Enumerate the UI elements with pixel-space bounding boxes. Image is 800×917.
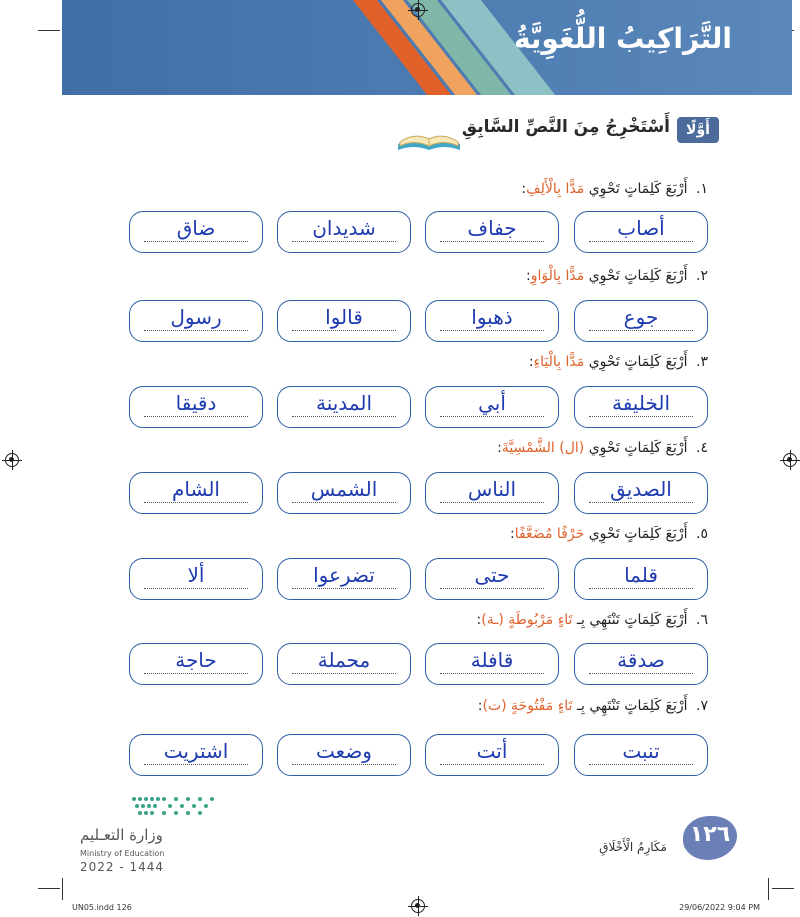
lesson-name: مَكَارِمُ الْأَخْلَاقِ: [599, 840, 667, 854]
registration-mark-icon: [5, 453, 19, 467]
answer-box[interactable]: قالوا: [277, 300, 411, 342]
question-1: ١. أَرْبَعَ كَلِمَاتٍ تَحْوِي مَدًّا بِالْأَلِفِ:: [521, 181, 708, 197]
answer-box[interactable]: المدينة: [277, 386, 411, 428]
answer-box[interactable]: الشمس: [277, 472, 411, 514]
answer-box[interactable]: وضعت: [277, 734, 411, 776]
crop-mark: [768, 878, 769, 900]
answer-box[interactable]: قافلة: [425, 643, 559, 685]
header-banner: [62, 0, 792, 95]
section-badge: أَوَّلًا: [677, 117, 719, 143]
answer-box[interactable]: اشتريت: [129, 734, 263, 776]
answer-box[interactable]: الخليفة: [574, 386, 708, 428]
answer-box[interactable]: ألا: [129, 558, 263, 600]
answer-box[interactable]: حتى: [425, 558, 559, 600]
print-slug-date: 29/06/2022 9:04 PM: [679, 903, 760, 912]
answer-box[interactable]: شديدان: [277, 211, 411, 253]
print-slug-file: UN05.indd 126: [72, 903, 132, 912]
crop-mark: [772, 888, 794, 889]
question-3: ٣. أَرْبَعَ كَلِمَاتٍ تَحْوِي مَدًّا بِالْيَاءِ:: [528, 354, 708, 370]
answer-box[interactable]: أصاب: [574, 211, 708, 253]
answer-box[interactable]: جفاف: [425, 211, 559, 253]
crop-mark: [38, 30, 60, 31]
answer-box[interactable]: أتت: [425, 734, 559, 776]
answer-box[interactable]: دقيقا: [129, 386, 263, 428]
answer-box[interactable]: ضاق: [129, 211, 263, 253]
page-number: ١٢٦: [689, 822, 731, 847]
answer-box[interactable]: محملة: [277, 643, 411, 685]
open-book-icon: [394, 124, 464, 154]
answer-box[interactable]: حاجة: [129, 643, 263, 685]
question-2: ٢. أَرْبَعَ كَلِمَاتٍ تَحْوِي مَدًّا بِالْوَاوِ:: [526, 268, 708, 284]
question-6: ٦. أَرْبَعَ كَلِمَاتٍ تَنْتَهِي بِـ تَاءٍ مَرْبُوطَةٍ (ـة):: [476, 612, 708, 628]
ministry-logo-icon: [128, 793, 220, 819]
ministry-name-english: Ministry of Education: [80, 849, 165, 858]
answer-box[interactable]: الصديق: [574, 472, 708, 514]
answer-box[interactable]: جوع: [574, 300, 708, 342]
answer-box[interactable]: تضرعوا: [277, 558, 411, 600]
question-4: ٤. أَرْبَعَ كَلِمَاتٍ تَحْوِي (ال) الشَّمْسِيَّةَ:: [497, 440, 708, 456]
section-title: أَسْتَخْرِجُ مِنَ النَّصِّ السَّابِقِ: [461, 117, 670, 137]
answer-box[interactable]: ذهبوا: [425, 300, 559, 342]
question-7: ٧. أَرْبَعَ كَلِمَاتٍ تَنْتَهِي بِـ تَاءٍ مَفْتُوحَةٍ (ت):: [477, 698, 708, 714]
answer-box[interactable]: الناس: [425, 472, 559, 514]
answer-box[interactable]: صدقة: [574, 643, 708, 685]
registration-mark-icon: [411, 899, 425, 913]
question-5: ٥. أَرْبَعَ كَلِمَاتٍ تَحْوِي حَرْفًا مُضَعَّفًا:: [509, 526, 708, 542]
registration-mark-icon: [783, 453, 797, 467]
answer-box[interactable]: أبي: [425, 386, 559, 428]
answer-box[interactable]: تنبت: [574, 734, 708, 776]
answer-box[interactable]: قلما: [574, 558, 708, 600]
page-title: التَّرَاكِيبُ اللُّغَوِيَّةُ: [513, 22, 732, 55]
ministry-name-arabic: وزارة التعـليم: [80, 826, 163, 844]
crop-mark: [62, 878, 63, 900]
ministry-year: 2022 - 1444: [80, 860, 165, 874]
answer-box[interactable]: الشام: [129, 472, 263, 514]
answer-box[interactable]: رسول: [129, 300, 263, 342]
crop-mark: [38, 888, 60, 889]
registration-mark-icon: [411, 3, 425, 17]
